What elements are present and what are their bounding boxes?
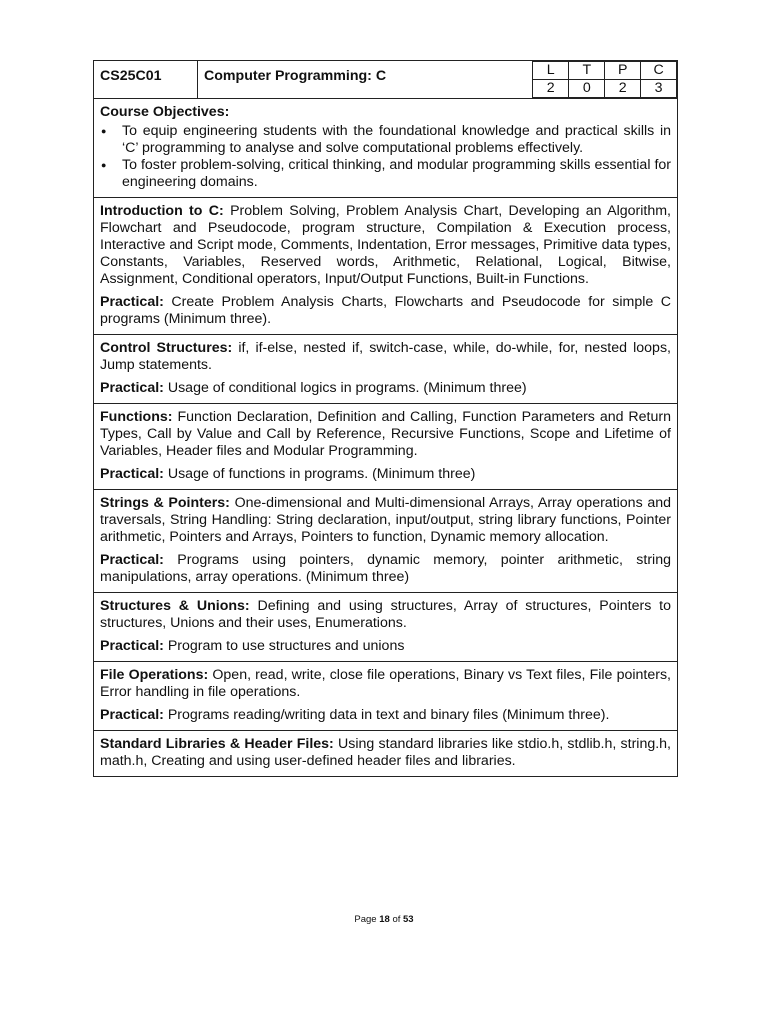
total-pages: 53 <box>403 914 414 925</box>
objectives-heading: Course Objectives: <box>100 104 230 120</box>
practical-content: Usage of functions in programs. (Minimum three) <box>167 466 476 482</box>
unit-title: Control Structures: <box>100 340 233 356</box>
unit-content: Open, read, write, close file operations, Binary vs Text files, File pointers, Error handling in file operations. <box>100 667 671 700</box>
practical-label: Practical: <box>100 552 164 568</box>
practical-content: Programs using pointers, dynamic memory, pointer arithmetic, string manipulations, array operations. (Minimum three) <box>100 552 671 585</box>
objectives-row <box>94 99 678 198</box>
syllabus-table <box>93 60 678 777</box>
objective-item: ● To equip engineering students with the foundational knowledge and practical skills in ‘C’ programming to analyse and solve computational problems effectively. <box>122 123 671 157</box>
credit-header-l: L <box>533 62 569 80</box>
unit-row <box>94 593 678 662</box>
practical-content: Program to use structures and unions <box>167 638 405 654</box>
credit-value-c: 3 <box>641 80 677 98</box>
practical-label: Practical: <box>100 707 164 723</box>
credits-cell <box>533 61 678 99</box>
practical-content: Programs reading/writing data in text and binary files (Minimum three). <box>167 707 610 723</box>
practical-label: Practical: <box>100 466 164 482</box>
unit-content: if, if-else, nested if, switch-case, while, do-while, for, nested loops, Jump statements. <box>100 340 671 373</box>
unit-title: Standard Libraries & Header Files: <box>100 736 334 752</box>
credit-value-p: 2 <box>605 80 641 98</box>
objective-item: ● To foster problem-solving, critical thinking, and modular programming skills essential for engineering domains. <box>122 157 671 191</box>
unit-title: Functions: <box>100 409 173 425</box>
unit-content: Defining and using structures, Array of structures, Pointers to structures, Unions and their uses, Enumerations. <box>100 598 671 631</box>
unit-content: One-dimensional and Multi-dimensional Arrays, Array operations and traversals, String Handling: String declaration, input/output, string library functions, Pointer arithmetic, Pointers and Arrays, Pointers to function, Dynamic memory allocation. <box>100 495 671 545</box>
unit-row <box>94 731 678 777</box>
unit-content: Function Declaration, Definition and Calling, Function Parameters and Return Types, Call by Value and Call by Reference, Recursive Functions, Scope and Lifetime of Variables, Header files and Modular Programming. <box>100 409 671 459</box>
unit-row <box>94 662 678 731</box>
of-label: of <box>392 914 401 925</box>
course-title: Computer Programming: C <box>198 61 533 99</box>
practical-label: Practical: <box>100 294 164 310</box>
page-number: 18 <box>379 914 390 925</box>
credit-header-p: P <box>605 62 641 80</box>
credit-value-l: 2 <box>533 80 569 98</box>
credit-header-t: T <box>569 62 605 80</box>
unit-row <box>94 198 678 335</box>
practical-label: Practical: <box>100 638 164 654</box>
unit-content: Using standard libraries like stdio.h, stdlib.h, string.h, math.h, Creating and using user-defined header files and libraries. <box>100 736 672 769</box>
credit-value-t: 0 <box>569 80 605 98</box>
unit-title: File Operations: <box>100 667 209 683</box>
unit-strings-pointers <box>94 490 678 593</box>
practical-label: Practical: <box>100 380 164 396</box>
course-code: CS25C01 <box>94 61 198 99</box>
objectives-section <box>94 99 678 198</box>
unit-title: Structures & Unions: <box>100 598 250 614</box>
syllabus-page <box>93 60 678 777</box>
practical-content: Usage of conditional logics in programs. (Minimum three) <box>167 380 527 396</box>
page-label: Page <box>354 914 377 925</box>
unit-structures-unions <box>94 593 678 662</box>
page-footer <box>0 914 768 925</box>
unit-functions <box>94 404 678 490</box>
unit-row <box>94 490 678 593</box>
unit-content: Problem Solving, Problem Analysis Chart, Developing an Algorithm, Flowchart and Pseudocode, program structure, Compilation & Execution process, Interactive and Script mode, Comments, Indentation, Error messages, Primitive data types, Constants, Variables, Reserved words, Arithmetic, Relational, Logical, Bitwise, Assignment, Conditional operators, Input/Output Functions, Built-in Functions. <box>100 203 671 287</box>
objectives-list <box>100 123 671 191</box>
unit-title: Introduction to C: <box>100 203 224 219</box>
unit-file-operations <box>94 662 678 731</box>
unit-introduction-to-c <box>94 198 678 335</box>
unit-control-structures <box>94 335 678 404</box>
unit-title: Strings & Pointers: <box>100 495 230 511</box>
credit-header-c: C <box>641 62 677 80</box>
unit-row <box>94 335 678 404</box>
unit-row <box>94 404 678 490</box>
course-header-row <box>94 61 678 99</box>
credits-table <box>533 61 677 98</box>
unit-standard-libraries <box>94 731 678 777</box>
practical-content: Create Problem Analysis Charts, Flowcharts and Pseudocode for simple C programs (Minimum three). <box>100 294 671 327</box>
